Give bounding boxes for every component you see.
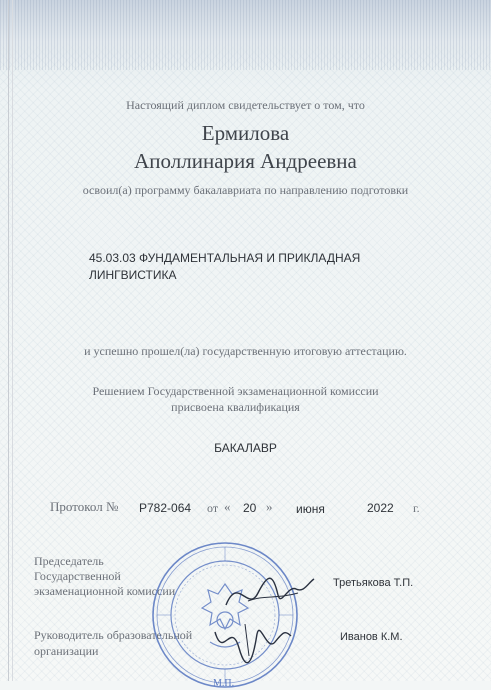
qualification: БАКАЛАВР	[214, 441, 277, 455]
graduate-surname: Ермилова	[201, 121, 290, 145]
attestation-text: и успешно прошел(ла) государственную итоговую аттестацию.	[84, 344, 407, 358]
chair-title-line-2: Государственной	[34, 569, 121, 583]
specialty-line-1: 45.03.03 ФУНДАМЕНТАЛЬНАЯ И ПРИКЛАДНАЯ	[89, 251, 361, 265]
protocol-label: Протокол №	[50, 499, 119, 514]
specialty-line-2: ЛИНГВИСТИКА	[89, 268, 177, 282]
commission-decision-line-1: Решением Государственной экзаменационной комиссии	[92, 384, 379, 398]
decorative-border	[0, 0, 491, 70]
protocol-number: Р782-064	[139, 501, 192, 515]
chair-title-line-3: экзаменационной комиссии	[34, 584, 176, 598]
head-title-line-2: организации	[34, 644, 99, 658]
protocol-year: 2022	[367, 501, 394, 515]
protocol-from: от	[207, 501, 219, 515]
program-text: освоил(а) программу бакалавриата по направлению подготовки	[82, 183, 409, 197]
chair-name: Третьякова Т.П.	[333, 577, 414, 589]
head-signature	[205, 612, 295, 667]
intro-text: Настоящий диплом свидетельствует о том, что	[126, 98, 365, 112]
commission-decision-line-2: присвоена квалификация	[171, 400, 300, 414]
quote-close: »	[266, 499, 273, 514]
protocol-day: 20	[243, 501, 257, 515]
stamp-mark: М.П.	[213, 678, 235, 689]
protocol-month: июня	[296, 502, 325, 516]
year-suffix: г.	[413, 501, 420, 515]
head-title-line-1: Руководитель образовательной	[34, 628, 193, 642]
chair-title-line-1: Председатель	[34, 554, 104, 568]
head-name: Иванов К.М.	[340, 631, 403, 643]
quote-open: «	[224, 499, 231, 514]
graduate-given-names: Аполлинария Андреевна	[134, 149, 357, 173]
